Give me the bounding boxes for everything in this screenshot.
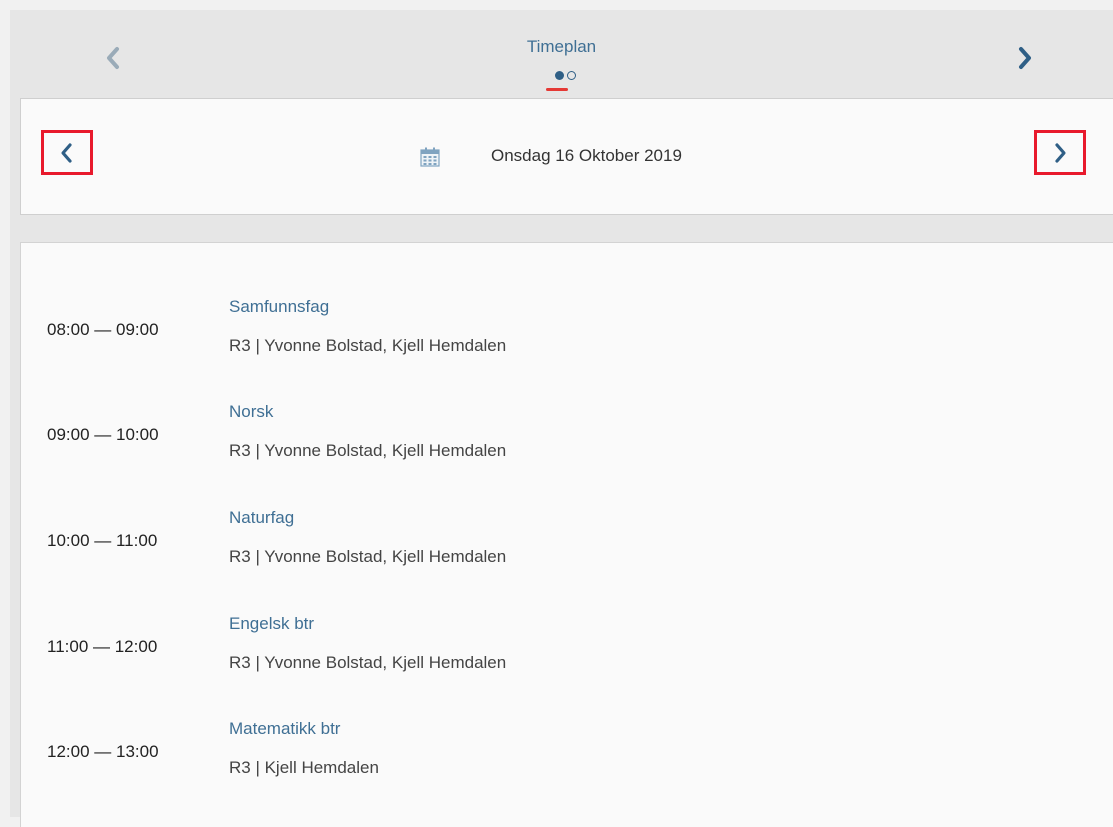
previous-day-button[interactable]	[41, 130, 93, 175]
lesson-time: 11:00 — 12:00	[47, 637, 158, 656]
lesson-time: 08:00 — 09:00	[47, 320, 159, 339]
lesson-item[interactable]	[21, 712, 1113, 792]
chevron-right-icon	[1017, 46, 1033, 70]
schedule-list	[20, 242, 1113, 827]
page-indicator	[555, 71, 576, 80]
lesson-details: R3 | Yvonne Bolstad, Kjell Hemdalen	[229, 547, 507, 566]
lesson-time: 10:00 — 11:00	[47, 531, 158, 550]
lesson-details: R3 | Yvonne Bolstad, Kjell Hemdalen	[229, 336, 507, 355]
lesson-details: R3 | Kjell Hemdalen	[229, 758, 379, 777]
lesson-time: 12:00 — 13:00	[47, 742, 159, 761]
lesson-subject[interactable]: Naturfag	[229, 508, 295, 527]
page-dot-active[interactable]	[555, 71, 564, 80]
active-page-underline	[546, 88, 568, 91]
lesson-subject[interactable]: Norsk	[229, 402, 274, 421]
lesson-time: 09:00 — 10:00	[47, 425, 159, 444]
lesson-subject[interactable]: Samfunnsfag	[229, 297, 330, 316]
lesson-details: R3 | Yvonne Bolstad, Kjell Hemdalen	[229, 653, 507, 672]
lesson-item[interactable]	[21, 395, 1113, 475]
next-day-button[interactable]	[1034, 130, 1086, 175]
lesson-details: R3 | Yvonne Bolstad, Kjell Hemdalen	[229, 441, 507, 460]
page-title: Timeplan	[526, 37, 597, 56]
lesson-item[interactable]	[21, 607, 1113, 687]
chevron-left-icon	[60, 142, 74, 164]
header-next-button[interactable]	[1010, 43, 1040, 73]
header	[10, 10, 1113, 98]
page-dot[interactable]	[567, 71, 576, 80]
date-navigator	[20, 98, 1113, 215]
lesson-item[interactable]	[21, 290, 1113, 370]
lesson-subject[interactable]: Matematikk btr	[229, 719, 341, 738]
lesson-subject[interactable]: Engelsk btr	[229, 614, 315, 633]
lesson-item[interactable]	[21, 501, 1113, 581]
chevron-right-icon	[1053, 142, 1067, 164]
current-date: Onsdag 16 Oktober 2019	[491, 146, 682, 165]
app-frame	[10, 10, 1113, 817]
calendar-icon[interactable]	[419, 146, 441, 173]
